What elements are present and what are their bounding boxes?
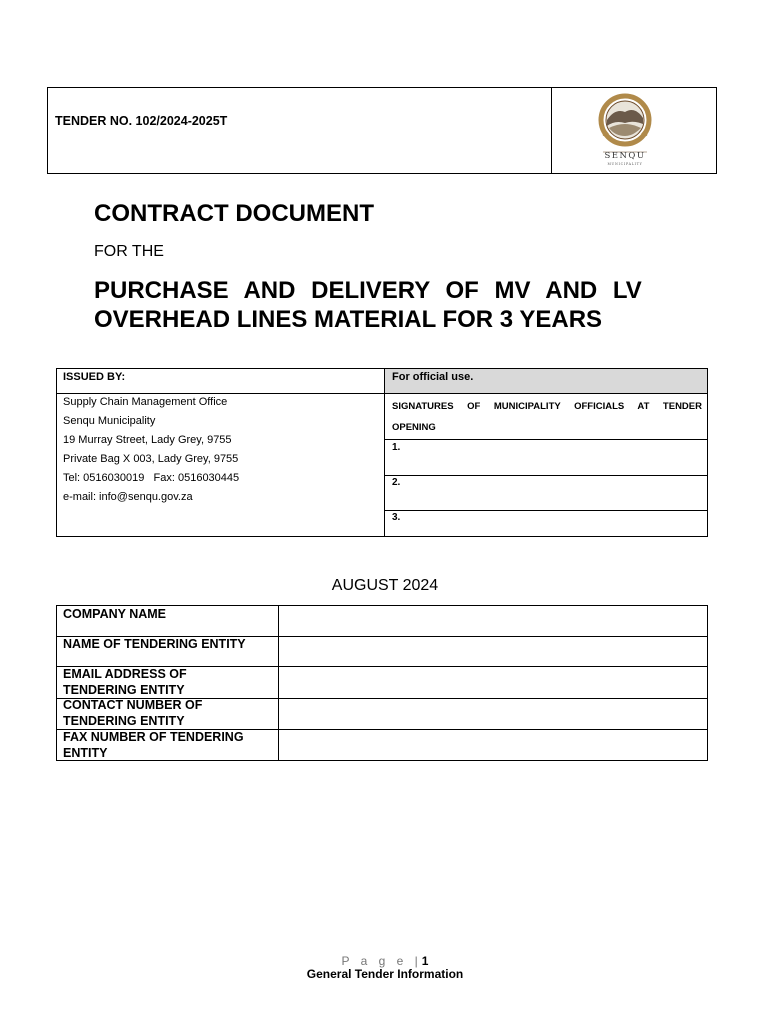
- tender-subject-line-2: OVERHEAD LINES MATERIAL FOR 3 YEARS: [94, 306, 603, 333]
- email-address-label: EMAIL ADDRESS OF TENDERING ENTITY: [63, 667, 187, 697]
- contact-number-field[interactable]: [280, 700, 706, 728]
- page-label: P a g e |: [341, 954, 422, 968]
- tendering-entity-name-field[interactable]: [280, 638, 706, 665]
- issued-by-label: ISSUED BY:: [63, 371, 126, 383]
- signature-line-1: [384, 439, 708, 440]
- header-divider: [551, 87, 552, 174]
- address-line-municipality: Senqu Municipality: [63, 415, 156, 427]
- fax-number-field[interactable]: [280, 731, 706, 760]
- tender-subject: [94, 276, 694, 334]
- logo-subtext: MUNICIPALITY: [607, 162, 643, 166]
- signature-slot-2: 2.: [392, 477, 401, 488]
- contact-number-label: CONTACT NUMBER OF TENDERING ENTITY: [63, 698, 203, 728]
- signature-slot-1: 1.: [392, 442, 401, 453]
- document-date: AUGUST 2024: [331, 577, 439, 594]
- page-number-value: 1: [421, 954, 429, 968]
- signatures-heading-line-2: OPENING: [392, 422, 436, 433]
- signatures-heading-line-1: SIGNATURES OF MUNICIPALITY OFFICIALS AT TENDER: [392, 401, 702, 412]
- senqu-municipality-logo: [585, 90, 665, 170]
- company-table-divider: [278, 605, 279, 761]
- address-line-postal: Private Bag X 003, Lady Grey, 9755: [63, 453, 239, 465]
- company-name-field[interactable]: [280, 607, 706, 635]
- for-the-label: FOR THE: [94, 243, 164, 260]
- issued-table-header-line: [56, 393, 708, 394]
- address-line-email: e-mail: info@senqu.gov.za: [63, 491, 193, 503]
- email-address-field[interactable]: [280, 668, 706, 697]
- document-title: CONTRACT DOCUMENT: [94, 200, 374, 227]
- tendering-entity-name-label: NAME OF TENDERING ENTITY: [63, 637, 246, 651]
- signature-line-3: [384, 510, 708, 511]
- page-number: [0, 954, 770, 968]
- signature-slot-3: 3.: [392, 512, 401, 523]
- signature-line-2: [384, 475, 708, 476]
- footer-text: General Tender Information: [306, 967, 464, 981]
- fax-number-label: FAX NUMBER OF TENDERING ENTITY: [63, 730, 244, 760]
- address-line-phone: Tel: 0516030019 Fax: 0516030445: [63, 472, 240, 484]
- signatures-heading: [392, 396, 702, 438]
- tender-number: TENDER NO. 102/2024-2025T: [55, 114, 228, 128]
- official-use-label: For official use.: [392, 371, 474, 383]
- company-name-label: COMPANY NAME: [63, 607, 167, 621]
- logo-text: SENQU: [604, 151, 646, 161]
- address-line-street: 19 Murray Street, Lady Grey, 9755: [63, 434, 232, 446]
- address-line-office: Supply Chain Management Office: [63, 396, 228, 408]
- tender-subject-line-1: PURCHASE AND DELIVERY OF MV AND LV: [94, 277, 642, 304]
